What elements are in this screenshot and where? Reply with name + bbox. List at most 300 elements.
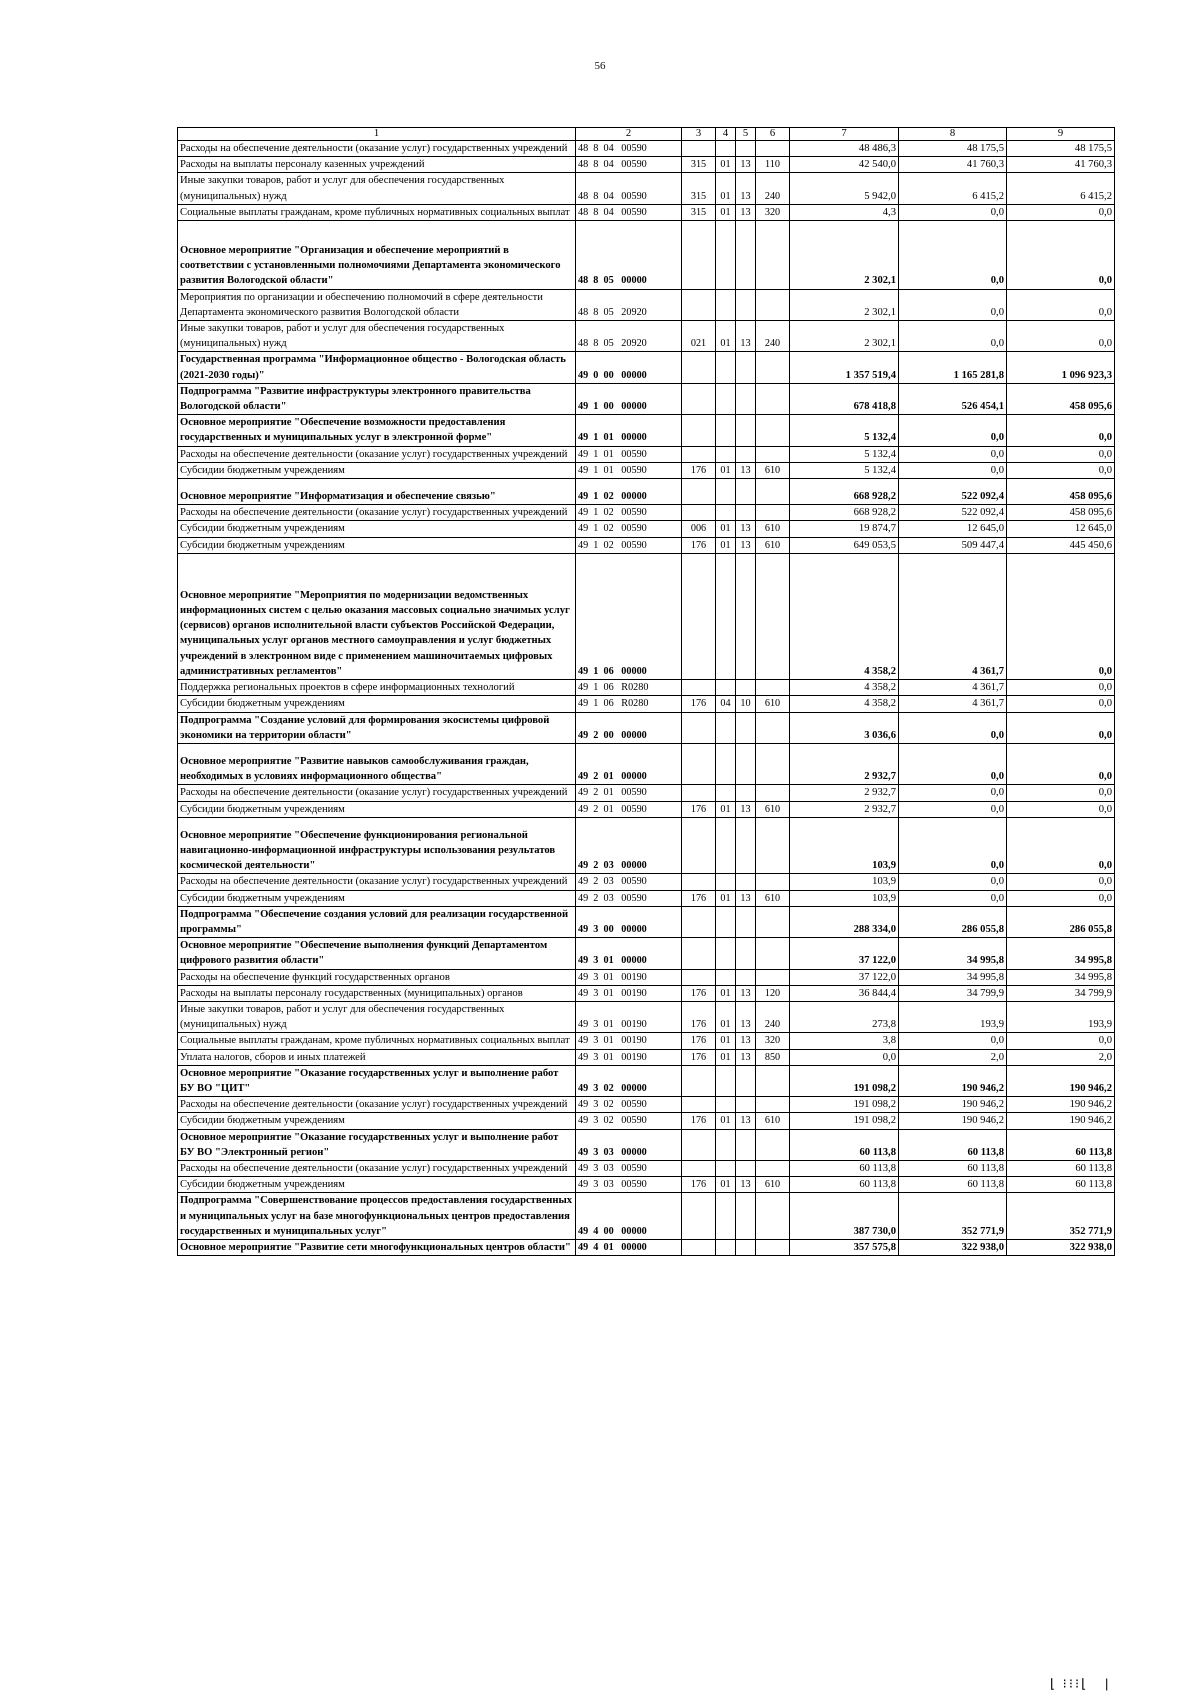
amount-col7-cell: 103,9 [790, 874, 899, 890]
expense-type-cell [756, 553, 790, 679]
amount-col9-cell: 0,0 [1007, 680, 1115, 696]
amount-col9-cell: 0,0 [1007, 712, 1115, 743]
table-row [178, 985, 1115, 1001]
budget-code-cell: 48 8 04 00590 [576, 141, 682, 157]
amount-col7-cell: 357 575,8 [790, 1240, 899, 1256]
subsection-code-cell [736, 446, 756, 462]
budget-code-cell: 49 4 00 00000 [576, 1193, 682, 1240]
amount-col7-cell: 103,9 [790, 890, 899, 906]
section-code-cell [716, 1097, 736, 1113]
row-name-cell: Основное мероприятие "Информатизация и обеспечение связью" [178, 479, 576, 505]
amount-col7-cell: 3,8 [790, 1033, 899, 1049]
table-row [178, 157, 1115, 173]
table-row [178, 415, 1115, 446]
subsection-code-cell: 13 [736, 462, 756, 478]
ministry-code-cell: 176 [682, 1177, 716, 1193]
expense-type-cell [756, 1065, 790, 1096]
amount-col7-cell: 60 113,8 [790, 1177, 899, 1193]
row-name-cell: Основное мероприятие "Обеспечение функционирования региональной навигационно-информационной инфраструктуры использования результатов космической деятельности" [178, 817, 576, 874]
table-row [178, 204, 1115, 220]
table-row [178, 446, 1115, 462]
section-code-cell [716, 553, 736, 679]
amount-col9-cell: 0,0 [1007, 289, 1115, 320]
row-name-cell: Субсидии бюджетным учреждениям [178, 537, 576, 553]
header-cell: 6 [756, 128, 790, 141]
table-row [178, 141, 1115, 157]
budget-code-cell: 48 8 04 00590 [576, 204, 682, 220]
amount-col8-cell: 4 361,7 [899, 553, 1007, 679]
table-row [178, 680, 1115, 696]
subsection-code-cell: 13 [736, 521, 756, 537]
section-code-cell [716, 938, 736, 969]
amount-col8-cell: 190 946,2 [899, 1113, 1007, 1129]
row-name-cell: Поддержка региональных проектов в сфере информационных технологий [178, 680, 576, 696]
section-code-cell: 01 [716, 462, 736, 478]
table-row [178, 521, 1115, 537]
row-name-cell: Субсидии бюджетным учреждениям [178, 1113, 576, 1129]
expense-type-cell [756, 415, 790, 446]
expense-type-cell [756, 446, 790, 462]
amount-col8-cell: 193,9 [899, 1001, 1007, 1032]
amount-col7-cell: 191 098,2 [790, 1097, 899, 1113]
section-code-cell: 01 [716, 157, 736, 173]
budget-code-cell: 49 2 03 00590 [576, 874, 682, 890]
section-code-cell: 01 [716, 1049, 736, 1065]
section-code-cell [716, 446, 736, 462]
expense-type-cell [756, 785, 790, 801]
amount-col7-cell: 2 932,7 [790, 743, 899, 784]
row-name-cell: Основное мероприятие "Организация и обеспечение мероприятий в соответствии с установленными полномочиями Департамента экономического развития Вологодской области" [178, 221, 576, 290]
section-code-cell [716, 712, 736, 743]
table-row [178, 537, 1115, 553]
subsection-code-cell [736, 874, 756, 890]
expense-type-cell [756, 680, 790, 696]
amount-col8-cell: 60 113,8 [899, 1129, 1007, 1160]
ministry-code-cell [682, 680, 716, 696]
amount-col8-cell: 6 415,2 [899, 173, 1007, 204]
table-row [178, 383, 1115, 414]
amount-col9-cell: 0,0 [1007, 446, 1115, 462]
budget-code-cell: 49 2 00 00000 [576, 712, 682, 743]
table-row [178, 1097, 1115, 1113]
amount-col9-cell: 190 946,2 [1007, 1097, 1115, 1113]
row-name-cell: Основное мероприятие "Мероприятия по модернизации ведомственных информационных систем с целью оказания массовых социально значимых услуг (сервисов) органов исполнительной власти субъектов Российской Федерации, муниципальных услуг органов местного самоуправления и услуг бюджетных учреждений в электронном виде с применением машиночитаемых цифровых административных регламентов" [178, 553, 576, 679]
section-code-cell [716, 874, 736, 890]
amount-col9-cell: 322 938,0 [1007, 1240, 1115, 1256]
section-code-cell [716, 906, 736, 937]
subsection-code-cell [736, 1240, 756, 1256]
amount-col7-cell: 387 730,0 [790, 1193, 899, 1240]
subsection-code-cell: 13 [736, 157, 756, 173]
header-cell: 8 [899, 128, 1007, 141]
table-row [178, 553, 1115, 679]
section-code-cell [716, 1129, 736, 1160]
header-cell: 4 [716, 128, 736, 141]
ministry-code-cell [682, 785, 716, 801]
table-row [178, 462, 1115, 478]
section-code-cell [716, 289, 736, 320]
amount-col8-cell: 522 092,4 [899, 505, 1007, 521]
row-name-cell: Субсидии бюджетным учреждениям [178, 462, 576, 478]
amount-col9-cell: 352 771,9 [1007, 1193, 1115, 1240]
budget-code-cell: 49 3 01 00190 [576, 1001, 682, 1032]
ministry-code-cell [682, 415, 716, 446]
ministry-code-cell: 176 [682, 801, 716, 817]
subsection-code-cell [736, 938, 756, 969]
amount-col9-cell: 0,0 [1007, 817, 1115, 874]
budget-code-cell: 49 1 02 00590 [576, 537, 682, 553]
subsection-code-cell [736, 1193, 756, 1240]
amount-col8-cell: 4 361,7 [899, 680, 1007, 696]
section-code-cell [716, 1240, 736, 1256]
header-cell: 3 [682, 128, 716, 141]
amount-col8-cell: 0,0 [899, 712, 1007, 743]
section-code-cell: 01 [716, 1001, 736, 1032]
row-name-cell: Иные закупки товаров, работ и услуг для обеспечения государственных (муниципальных) нужд [178, 321, 576, 352]
expense-type-cell [756, 906, 790, 937]
section-code-cell [716, 680, 736, 696]
ministry-code-cell [682, 1065, 716, 1096]
amount-col7-cell: 668 928,2 [790, 479, 899, 505]
expense-type-cell [756, 383, 790, 414]
row-name-cell: Основное мероприятие "Развитие навыков самообслуживания граждан, необходимых в условиях информационного общества" [178, 743, 576, 784]
ministry-code-cell: 006 [682, 521, 716, 537]
expense-type-cell [756, 743, 790, 784]
amount-col8-cell: 60 113,8 [899, 1160, 1007, 1176]
amount-col8-cell: 0,0 [899, 1033, 1007, 1049]
amount-col7-cell: 273,8 [790, 1001, 899, 1032]
row-name-cell: Субсидии бюджетным учреждениям [178, 890, 576, 906]
subsection-code-cell [736, 785, 756, 801]
section-code-cell [716, 352, 736, 383]
budget-code-cell: 49 3 01 00190 [576, 1033, 682, 1049]
amount-col9-cell: 34 995,8 [1007, 938, 1115, 969]
ministry-code-cell [682, 1240, 716, 1256]
budget-code-cell: 49 3 01 00190 [576, 985, 682, 1001]
table-row [178, 938, 1115, 969]
ministry-code-cell [682, 1193, 716, 1240]
subsection-code-cell [736, 1160, 756, 1176]
expense-type-cell: 610 [756, 1113, 790, 1129]
row-name-cell: Основное мероприятие "Развитие сети многофункциональных центров области" [178, 1240, 576, 1256]
amount-col9-cell: 458 095,6 [1007, 479, 1115, 505]
budget-code-cell: 49 3 01 00000 [576, 938, 682, 969]
subsection-code-cell [736, 906, 756, 937]
expense-type-cell [756, 1240, 790, 1256]
row-name-cell: Расходы на обеспечение деятельности (оказание услуг) государственных учреждений [178, 785, 576, 801]
ministry-code-cell: 176 [682, 1001, 716, 1032]
subsection-code-cell [736, 1129, 756, 1160]
amount-col8-cell: 509 447,4 [899, 537, 1007, 553]
expense-type-cell: 110 [756, 157, 790, 173]
table-row [178, 712, 1115, 743]
table-row [178, 479, 1115, 505]
subsection-code-cell [736, 221, 756, 290]
amount-col9-cell: 60 113,8 [1007, 1177, 1115, 1193]
amount-col8-cell: 0,0 [899, 785, 1007, 801]
amount-col9-cell: 0,0 [1007, 890, 1115, 906]
subsection-code-cell [736, 1065, 756, 1096]
amount-col7-cell: 2 302,1 [790, 289, 899, 320]
subsection-code-cell: 13 [736, 204, 756, 220]
amount-col9-cell: 193,9 [1007, 1001, 1115, 1032]
expense-type-cell: 240 [756, 321, 790, 352]
ministry-code-cell [682, 352, 716, 383]
table-row [178, 1193, 1115, 1240]
amount-col9-cell: 0,0 [1007, 785, 1115, 801]
budget-code-cell: 49 3 03 00590 [576, 1160, 682, 1176]
row-name-cell: Расходы на обеспечение деятельности (оказание услуг) государственных учреждений [178, 1097, 576, 1113]
expense-type-cell [756, 874, 790, 890]
row-name-cell: Расходы на обеспечение деятельности (оказание услуг) государственных учреждений [178, 141, 576, 157]
section-code-cell [716, 969, 736, 985]
amount-col7-cell: 288 334,0 [790, 906, 899, 937]
amount-col9-cell: 0,0 [1007, 874, 1115, 890]
row-name-cell: Подпрограмма "Создание условий для формирования экосистемы цифровой экономики на территории области" [178, 712, 576, 743]
table-row [178, 1001, 1115, 1032]
section-code-cell [716, 1065, 736, 1096]
amount-col9-cell: 0,0 [1007, 204, 1115, 220]
ministry-code-cell: 315 [682, 157, 716, 173]
ministry-code-cell [682, 553, 716, 679]
section-code-cell: 01 [716, 890, 736, 906]
expense-type-cell [756, 289, 790, 320]
budget-code-cell: 49 1 01 00590 [576, 446, 682, 462]
ministry-code-cell [682, 938, 716, 969]
amount-col9-cell: 0,0 [1007, 462, 1115, 478]
amount-col8-cell: 0,0 [899, 743, 1007, 784]
budget-code-cell: 49 1 01 00590 [576, 462, 682, 478]
subsection-code-cell [736, 712, 756, 743]
subsection-code-cell [736, 553, 756, 679]
amount-col7-cell: 37 122,0 [790, 969, 899, 985]
row-name-cell: Субсидии бюджетным учреждениям [178, 521, 576, 537]
amount-col7-cell: 5 132,4 [790, 446, 899, 462]
expense-type-cell [756, 969, 790, 985]
subsection-code-cell: 13 [736, 1033, 756, 1049]
amount-col7-cell: 19 874,7 [790, 521, 899, 537]
ministry-code-cell: 176 [682, 537, 716, 553]
amount-col8-cell: 41 760,3 [899, 157, 1007, 173]
budget-code-cell: 48 8 05 20920 [576, 321, 682, 352]
ministry-code-cell: 176 [682, 696, 716, 712]
subsection-code-cell [736, 352, 756, 383]
row-name-cell: Расходы на обеспечение деятельности (оказание услуг) государственных учреждений [178, 874, 576, 890]
header-cell: 7 [790, 128, 899, 141]
amount-col7-cell: 5 132,4 [790, 462, 899, 478]
ministry-code-cell: 176 [682, 1113, 716, 1129]
table-row [178, 221, 1115, 290]
amount-col7-cell: 48 486,3 [790, 141, 899, 157]
section-code-cell: 01 [716, 173, 736, 204]
amount-col8-cell: 286 055,8 [899, 906, 1007, 937]
expense-type-cell: 610 [756, 537, 790, 553]
row-name-cell: Расходы на выплаты персоналу казенных учреждений [178, 157, 576, 173]
section-code-cell [716, 479, 736, 505]
ministry-code-cell [682, 969, 716, 985]
row-name-cell: Основное мероприятие "Обеспечение возможности предоставления государственных и муниципальных услуг в электронной форме" [178, 415, 576, 446]
subsection-code-cell: 13 [736, 1177, 756, 1193]
budget-code-cell: 48 8 05 00000 [576, 221, 682, 290]
amount-col7-cell: 3 036,6 [790, 712, 899, 743]
budget-code-cell: 49 1 02 00590 [576, 505, 682, 521]
amount-col7-cell: 60 113,8 [790, 1160, 899, 1176]
amount-col8-cell: 34 799,9 [899, 985, 1007, 1001]
row-name-cell: Подпрограмма "Развитие инфраструктуры электронного правительства Вологодской области" [178, 383, 576, 414]
table-row [178, 1177, 1115, 1193]
amount-col8-cell: 190 946,2 [899, 1065, 1007, 1096]
row-name-cell: Расходы на обеспечение функций государственных органов [178, 969, 576, 985]
table-row [178, 743, 1115, 784]
amount-col8-cell: 1 165 281,8 [899, 352, 1007, 383]
row-name-cell: Расходы на обеспечение деятельности (оказание услуг) государственных учреждений [178, 446, 576, 462]
expense-type-cell [756, 505, 790, 521]
amount-col7-cell: 42 540,0 [790, 157, 899, 173]
section-code-cell [716, 415, 736, 446]
amount-col7-cell: 2 302,1 [790, 321, 899, 352]
budget-code-cell: 49 2 01 00000 [576, 743, 682, 784]
amount-col7-cell: 37 122,0 [790, 938, 899, 969]
amount-col7-cell: 4 358,2 [790, 696, 899, 712]
amount-col7-cell: 678 418,8 [790, 383, 899, 414]
section-code-cell: 01 [716, 1177, 736, 1193]
ministry-code-cell [682, 1160, 716, 1176]
section-code-cell [716, 383, 736, 414]
budget-code-cell: 49 1 06 R0280 [576, 696, 682, 712]
section-code-cell: 01 [716, 204, 736, 220]
amount-col9-cell: 190 946,2 [1007, 1113, 1115, 1129]
amount-col8-cell: 4 361,7 [899, 696, 1007, 712]
header-cell: 5 [736, 128, 756, 141]
expense-type-cell: 240 [756, 1001, 790, 1032]
amount-col8-cell: 0,0 [899, 204, 1007, 220]
amount-col7-cell: 649 053,5 [790, 537, 899, 553]
header-cell: 1 [178, 128, 576, 141]
subsection-code-cell: 13 [736, 890, 756, 906]
table-row [178, 1049, 1115, 1065]
subsection-code-cell: 13 [736, 801, 756, 817]
budget-code-cell: 49 3 02 00000 [576, 1065, 682, 1096]
subsection-code-cell: 13 [736, 985, 756, 1001]
amount-col8-cell: 0,0 [899, 221, 1007, 290]
amount-col8-cell: 48 175,5 [899, 141, 1007, 157]
amount-col8-cell: 2,0 [899, 1049, 1007, 1065]
ministry-code-cell [682, 289, 716, 320]
ministry-code-cell [682, 906, 716, 937]
amount-col9-cell: 1 096 923,3 [1007, 352, 1115, 383]
amount-col8-cell: 0,0 [899, 874, 1007, 890]
ministry-code-cell: 176 [682, 890, 716, 906]
row-name-cell: Иные закупки товаров, работ и услуг для обеспечения государственных (муниципальных) нужд [178, 1001, 576, 1032]
row-name-cell: Субсидии бюджетным учреждениям [178, 801, 576, 817]
budget-code-cell: 49 1 02 00000 [576, 479, 682, 505]
ministry-code-cell [682, 874, 716, 890]
budget-code-cell: 49 4 01 00000 [576, 1240, 682, 1256]
expense-type-cell [756, 479, 790, 505]
table-row [178, 505, 1115, 521]
table-row [178, 289, 1115, 320]
section-code-cell: 01 [716, 321, 736, 352]
row-name-cell: Мероприятия по организации и обеспечению полномочий в сфере деятельности Департамента экономического развития Вологодской области [178, 289, 576, 320]
row-name-cell: Подпрограмма "Обеспечение создания условий для реализации государственной программы" [178, 906, 576, 937]
amount-col9-cell: 6 415,2 [1007, 173, 1115, 204]
row-name-cell: Основное мероприятие "Оказание государственных услуг и выполнение работ БУ ВО "Электронный регион" [178, 1129, 576, 1160]
section-code-cell: 01 [716, 1033, 736, 1049]
section-code-cell: 01 [716, 537, 736, 553]
expense-type-cell: 610 [756, 801, 790, 817]
subsection-code-cell [736, 969, 756, 985]
section-code-cell [716, 743, 736, 784]
ministry-code-cell: 176 [682, 1033, 716, 1049]
subsection-code-cell [736, 383, 756, 414]
amount-col7-cell: 36 844,4 [790, 985, 899, 1001]
scan-artifact: ⌊ ⁝⁝⁝⌊ | [1050, 1676, 1111, 1691]
ministry-code-cell: 176 [682, 1049, 716, 1065]
amount-col8-cell: 0,0 [899, 817, 1007, 874]
subsection-code-cell: 13 [736, 321, 756, 352]
expense-type-cell [756, 817, 790, 874]
amount-col7-cell: 103,9 [790, 817, 899, 874]
subsection-code-cell [736, 415, 756, 446]
amount-col9-cell: 60 113,8 [1007, 1129, 1115, 1160]
table-row [178, 785, 1115, 801]
subsection-code-cell [736, 289, 756, 320]
budget-code-cell: 49 1 06 00000 [576, 553, 682, 679]
expense-type-cell: 320 [756, 1033, 790, 1049]
amount-col7-cell: 5 942,0 [790, 173, 899, 204]
ministry-code-cell: 176 [682, 462, 716, 478]
budget-code-cell: 48 8 04 00590 [576, 157, 682, 173]
amount-col8-cell: 0,0 [899, 890, 1007, 906]
section-code-cell [716, 505, 736, 521]
subsection-code-cell: 13 [736, 537, 756, 553]
amount-col7-cell: 2 302,1 [790, 221, 899, 290]
expense-type-cell [756, 352, 790, 383]
ministry-code-cell [682, 743, 716, 784]
budget-code-cell: 49 2 03 00590 [576, 890, 682, 906]
section-code-cell [716, 1160, 736, 1176]
amount-col7-cell: 668 928,2 [790, 505, 899, 521]
amount-col8-cell: 522 092,4 [899, 479, 1007, 505]
ministry-code-cell [682, 383, 716, 414]
amount-col8-cell: 0,0 [899, 446, 1007, 462]
amount-col9-cell: 34 799,9 [1007, 985, 1115, 1001]
budget-code-cell: 49 2 03 00000 [576, 817, 682, 874]
budget-code-cell: 49 3 00 00000 [576, 906, 682, 937]
amount-col7-cell: 5 132,4 [790, 415, 899, 446]
row-name-cell: Основное мероприятие "Обеспечение выполнения функций Департаментом цифрового развития области" [178, 938, 576, 969]
budget-code-cell: 49 3 03 00000 [576, 1129, 682, 1160]
amount-col9-cell: 41 760,3 [1007, 157, 1115, 173]
ministry-code-cell [682, 1129, 716, 1160]
amount-col9-cell: 34 995,8 [1007, 969, 1115, 985]
expense-type-cell [756, 938, 790, 969]
section-code-cell [716, 141, 736, 157]
row-name-cell: Уплата налогов, сборов и иных платежей [178, 1049, 576, 1065]
expense-type-cell: 610 [756, 696, 790, 712]
amount-col9-cell: 0,0 [1007, 553, 1115, 679]
amount-col9-cell: 190 946,2 [1007, 1065, 1115, 1096]
header-cell: 2 [576, 128, 682, 141]
table-row [178, 173, 1115, 204]
amount-col7-cell: 4,3 [790, 204, 899, 220]
amount-col8-cell: 526 454,1 [899, 383, 1007, 414]
amount-col9-cell: 0,0 [1007, 743, 1115, 784]
amount-col7-cell: 4 358,2 [790, 680, 899, 696]
page-number: 56 [594, 60, 606, 72]
row-name-cell: Иные закупки товаров, работ и услуг для обеспечения государственных (муниципальных) нужд [178, 173, 576, 204]
subsection-code-cell [736, 1097, 756, 1113]
